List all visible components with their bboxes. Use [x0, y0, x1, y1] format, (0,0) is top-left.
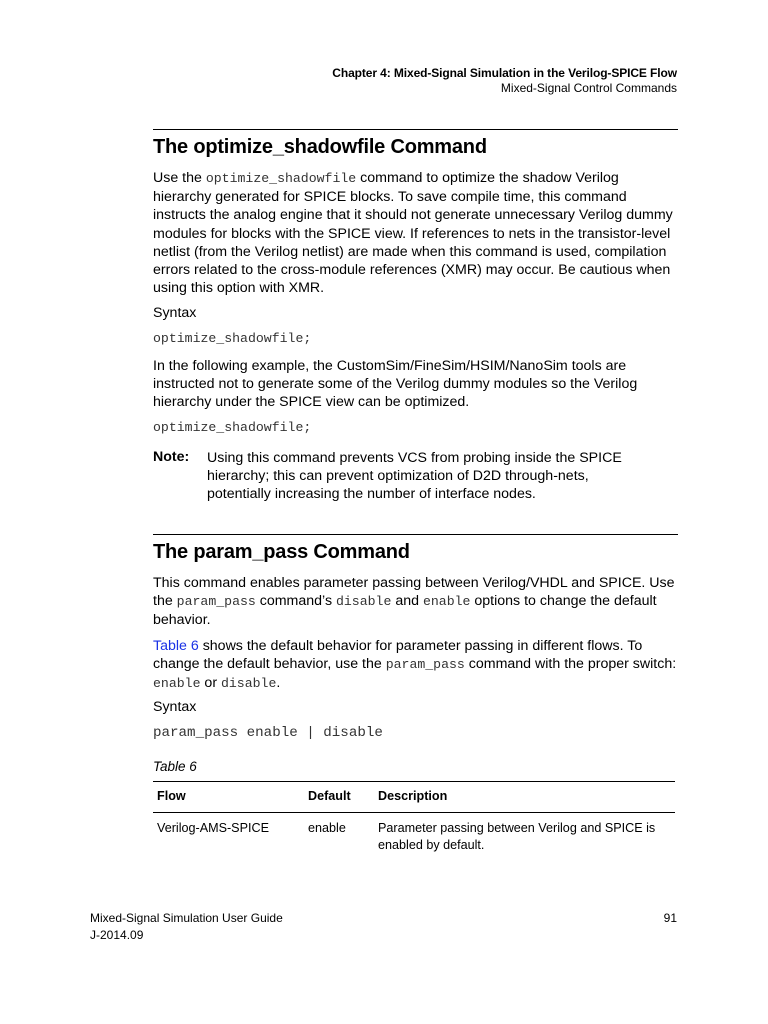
parameter-passing-table: [153, 781, 675, 861]
inline-code: disable: [220, 676, 277, 692]
cell-default: enable: [308, 821, 346, 835]
param-pass-behavior: [153, 637, 678, 694]
column-header-flow: Flow: [153, 782, 304, 813]
text-run: command with the proper switch:: [464, 656, 677, 673]
text-run: Use the: [153, 170, 206, 186]
footer-version: J-2014.09: [90, 928, 144, 942]
table-caption: Table 6: [153, 759, 197, 774]
param-pass-description: [153, 574, 678, 630]
section-divider: [153, 129, 678, 130]
inline-code: enable: [153, 676, 201, 692]
inline-code: param_pass: [176, 594, 256, 610]
table-6-link[interactable]: Table 6: [153, 638, 199, 654]
table-row: [153, 813, 675, 862]
running-header-chapter: Chapter 4: Mixed-Signal Simulation in the Verilog-SPICE Flow: [332, 66, 677, 80]
inline-code: optimize_shadowfile: [205, 171, 357, 186]
table-header-row: [153, 782, 675, 813]
page-number: 91: [663, 911, 677, 925]
section-divider: [153, 534, 678, 535]
inline-code: param_pass: [385, 657, 465, 673]
syntax-label: Syntax: [153, 305, 197, 321]
syntax-code: param_pass enable | disable: [153, 725, 383, 741]
column-header-description: Description: [374, 782, 675, 813]
inline-code: enable: [422, 594, 471, 610]
syntax-label: Syntax: [153, 699, 197, 715]
optimize-description: [153, 169, 678, 297]
column-header-default: Default: [304, 782, 374, 813]
text-run: options to change the default behavior.: [153, 593, 657, 629]
text-run: command’s: [255, 593, 336, 610]
text-run: shows the default behavior for parameter passing in different flows. To change the default behavior, use the: [153, 638, 643, 673]
example-code: optimize_shadowfile;: [153, 420, 312, 435]
example-description: In the following example, the CustomSim/FineSim/HSIM/NanoSim tools are instructed not to generate some of the Verilog dummy modules so the Verilog hierarchy under the SPICE view can be optimized.: [153, 358, 638, 411]
note-text: Using this command prevents VCS from probing inside the SPICE hierarchy; this can prevent optimization of D2D through-nets, potentially increasing the number of interface nodes.: [207, 450, 622, 503]
text-run: .: [276, 675, 281, 692]
running-header-section: Mixed-Signal Control Commands: [500, 81, 677, 95]
note-label: Note:: [153, 449, 190, 465]
syntax-code: optimize_shadowfile;: [153, 331, 312, 346]
text-run: and: [391, 593, 423, 610]
cell-flow: Verilog-AMS-SPICE: [157, 821, 269, 835]
section-title-param-pass: The param_pass Command: [153, 541, 410, 563]
text-run: or: [200, 675, 221, 692]
text-run: command to optimize the shadow Verilog hierarchy generated for SPICE blocks. To save compile time, this command instructs the analog engine that it should not generate unnecessary Verilog dummy modules for blocks with the SPICE view. If references to nets in the transistor-level netlist (from the Verilog netlist) are made when this command is used, compilation errors related to the cross-module references (XMR) may occur. Be cautious when using this option with XMR.: [153, 170, 673, 297]
cell-description: Parameter passing between Verilog and SPICE is enabled by default.: [378, 821, 656, 852]
inline-code: disable: [335, 594, 392, 610]
section-title-optimize-shadowfile: The optimize_shadowfile Command: [153, 136, 487, 158]
footer-guide-title: Mixed-Signal Simulation User Guide: [90, 911, 283, 925]
text-run: This command enables parameter passing between Verilog/VHDL and SPICE. Use the: [153, 575, 675, 610]
